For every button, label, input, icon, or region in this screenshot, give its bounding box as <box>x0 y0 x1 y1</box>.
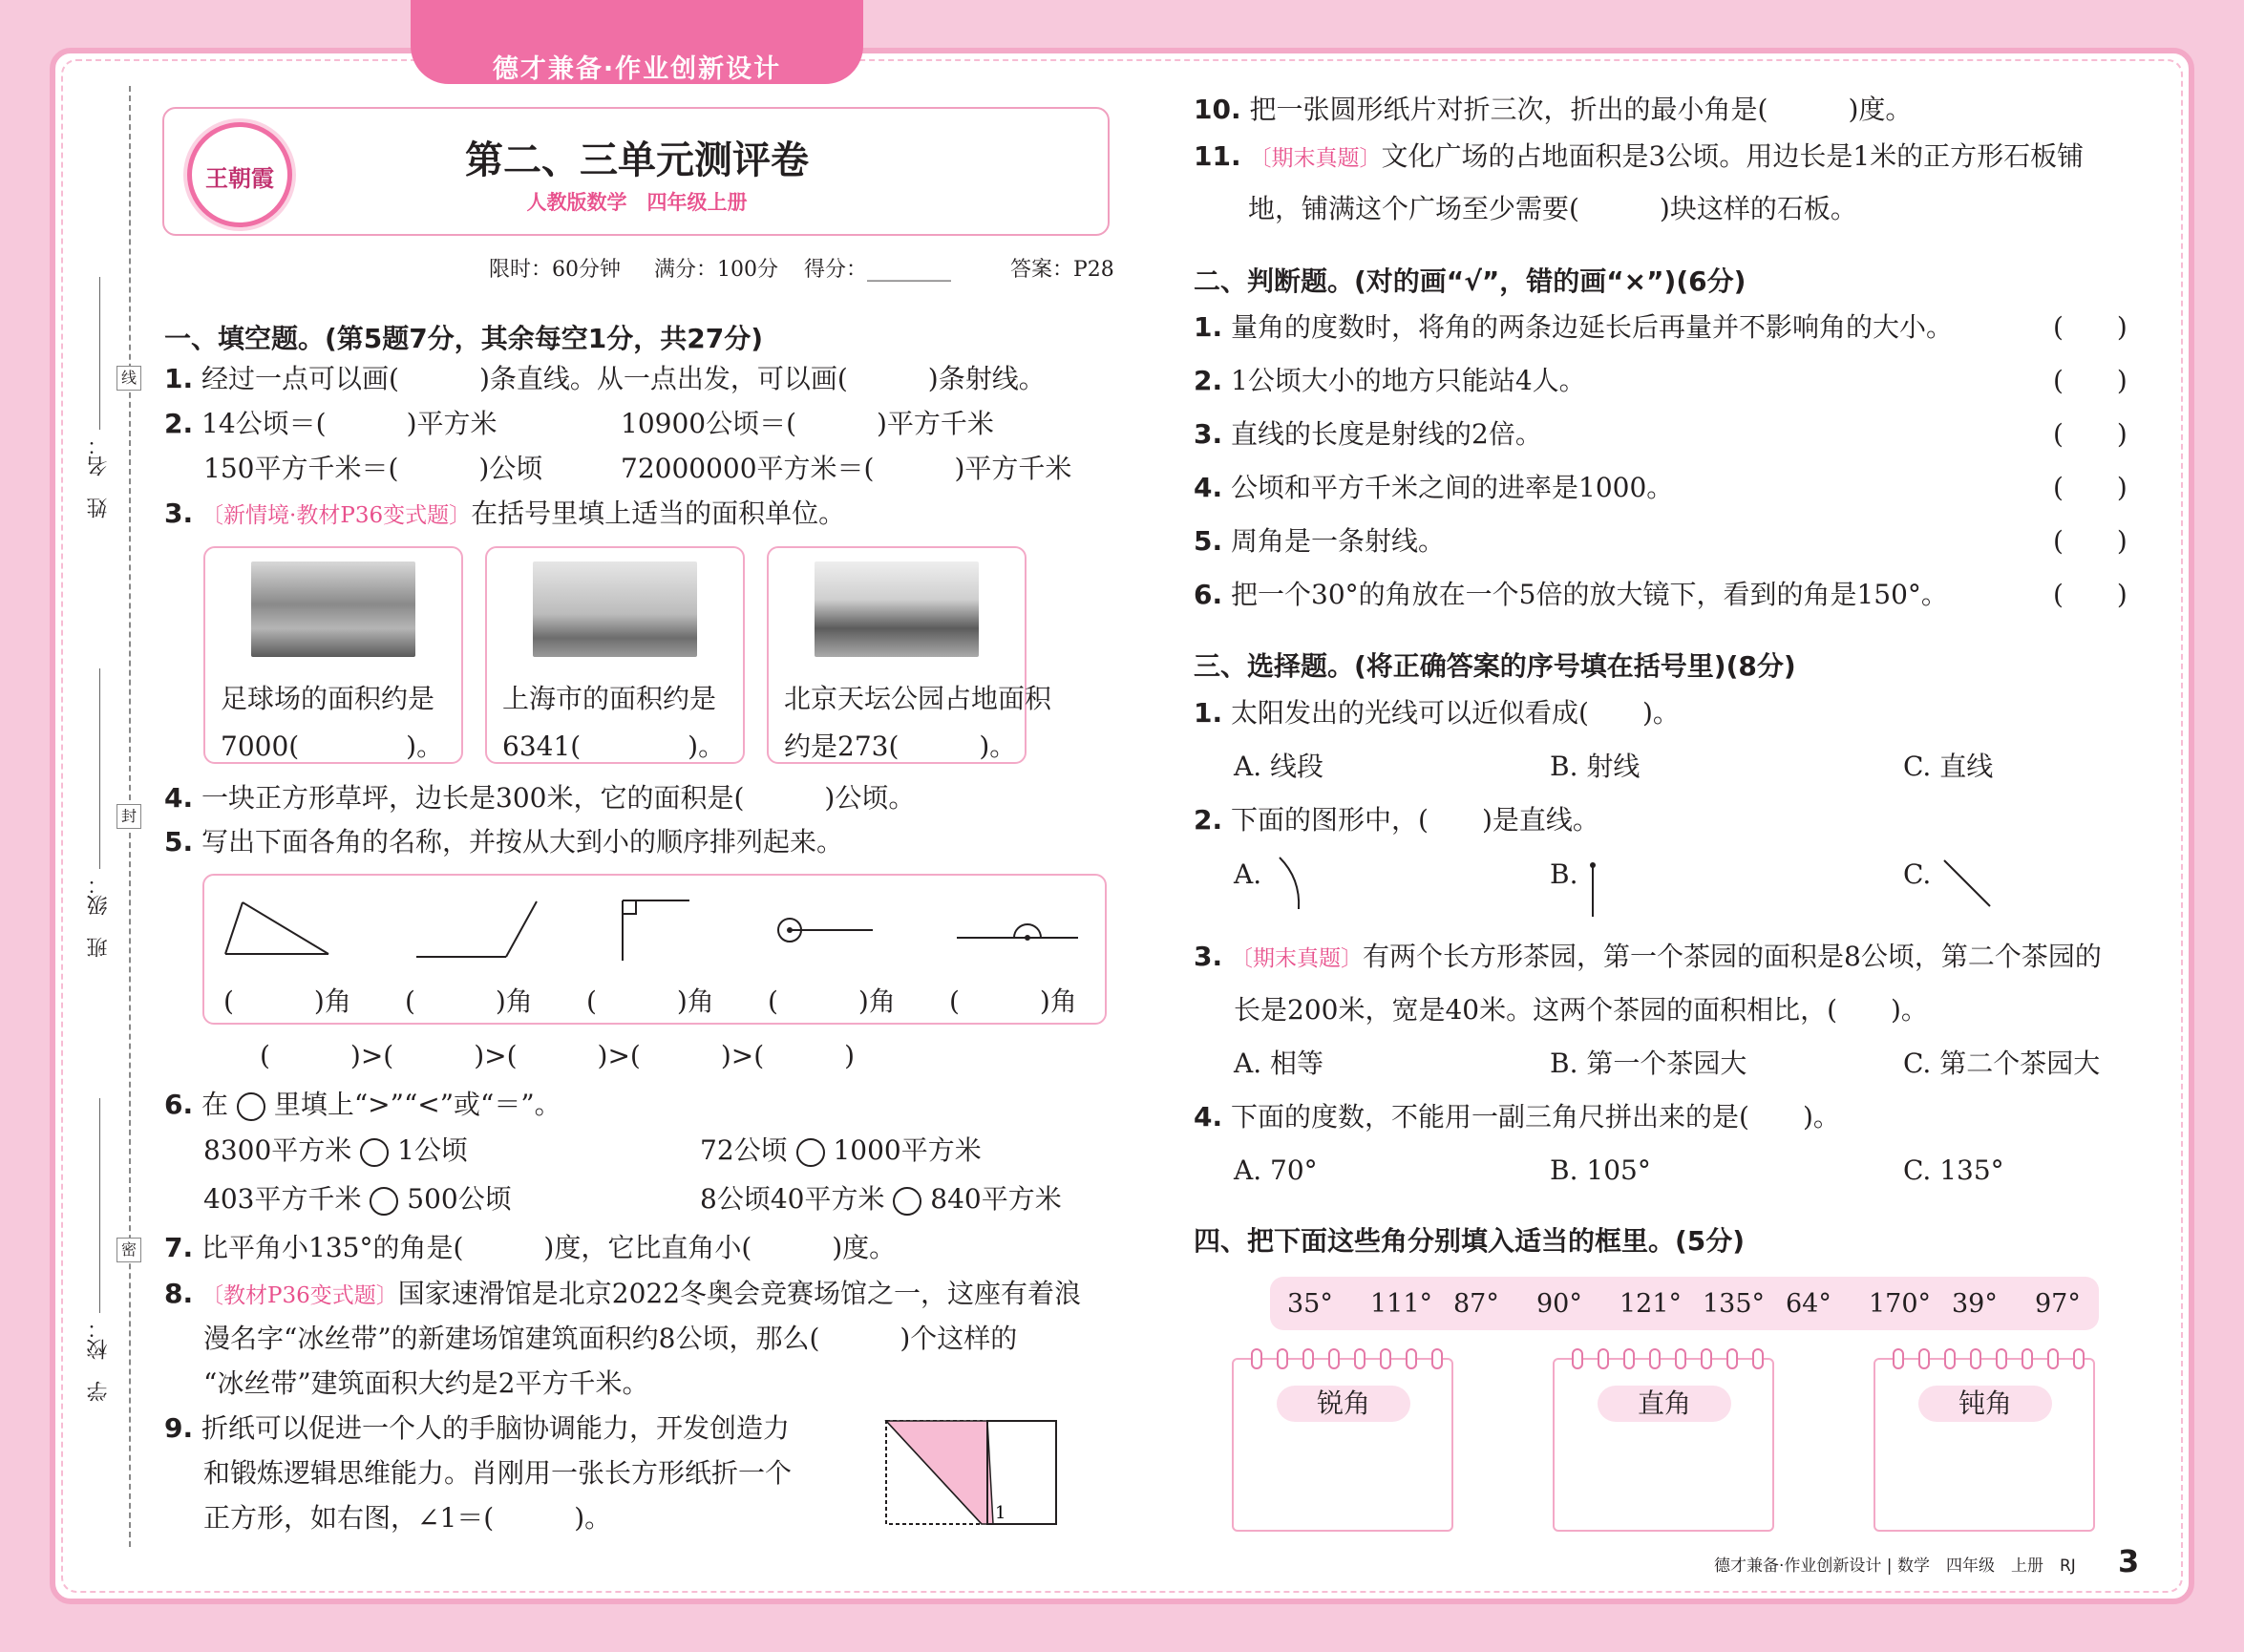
angle-value[interactable]: 121° <box>1619 1289 1683 1319</box>
judge-answer-bracket[interactable]: ( ) <box>2053 365 2128 396</box>
compare-circle-icon[interactable] <box>370 1187 398 1216</box>
choice-question-1: 1. 太阳发出的光线可以近似看成( )。 <box>1194 697 1680 729</box>
question-8: 8. 〔教材P36变式题〕国家速滑馆是北京2022冬奥会竞赛场馆之一，这座有着浪 <box>164 1278 1082 1309</box>
question-5: 5. 写出下面各角的名称，并按从大到小的顺序排列起来。 <box>164 826 844 858</box>
angle-answer-3[interactable]: ( )角 <box>586 985 714 1017</box>
question-9-line2: 和锻炼逻辑思维能力。肖刚用一张长方形纸折一个 <box>203 1457 793 1489</box>
temple-of-heaven-image <box>815 561 979 657</box>
notebook-acute[interactable] <box>1232 1358 1453 1532</box>
question-1: 1. 经过一点可以画( )条直线。从一点出发，可以画( )条射线。 <box>164 363 1046 394</box>
compare-item: 72公顷 1000平方米 <box>700 1134 982 1166</box>
question-8-line2: 漫名字“冰丝带”的新建场馆建筑面积约8公顷，那么( )个这样的 <box>203 1323 1018 1354</box>
compare-item: 8公顷40平方米 840平方米 <box>700 1183 1062 1215</box>
binder-ring-icon <box>1380 1348 1391 1369</box>
binder-ring-icon <box>1572 1348 1583 1369</box>
binder-ring-icon <box>1996 1348 2007 1369</box>
binder-ring-icon <box>1406 1348 1417 1369</box>
angle-1-label: 1 <box>995 1503 1006 1523</box>
choice-option[interactable]: A. 相等 <box>1234 1048 1324 1079</box>
choice-option[interactable]: C. <box>1903 858 1932 890</box>
card-text: 足球场的面积约是 <box>221 683 435 714</box>
angle-answer-2[interactable]: ( )角 <box>405 985 533 1017</box>
angle-answer-5[interactable]: ( )角 <box>949 985 1077 1017</box>
judge-answer-bracket[interactable]: ( ) <box>2053 579 2128 610</box>
school-underline <box>99 1098 100 1313</box>
judge-item: 4. 公顷和平方千米之间的进率是1000。 <box>1194 472 1674 503</box>
score-field[interactable]: 得分：________ <box>804 258 952 282</box>
folded-paper-figure <box>880 1413 1062 1530</box>
footer-text: 德才兼备·作业创新设计 | 数学 四年级 上册 RJ <box>1714 1557 2076 1576</box>
angle-value[interactable]: 135° <box>1703 1289 1766 1319</box>
photo-card-football <box>203 546 463 764</box>
school-label: 学 校： <box>87 1318 111 1402</box>
question-2c: 150平方千米＝( )公顷 <box>203 453 543 484</box>
angle-answer-4[interactable]: ( )角 <box>768 985 896 1017</box>
section-1-heading: 一、填空题。(第5题7分，其余每空1分，共27分) <box>164 323 764 354</box>
choice-question-4: 4. 下面的度数，不能用一副三角尺拼出来的是( )。 <box>1194 1101 1840 1133</box>
notebook-right[interactable] <box>1553 1358 1774 1532</box>
choice-option[interactable]: C. 第二个茶园大 <box>1903 1048 2101 1079</box>
binder-ring-icon <box>2047 1348 2059 1369</box>
binder-ring-icon <box>1944 1348 1956 1369</box>
class-underline <box>99 668 100 869</box>
choice-option[interactable]: B. 第一个茶园大 <box>1550 1048 1747 1079</box>
page-subtitle: 人教版数学 四年级上册 <box>526 191 748 214</box>
binding-mark: 密 <box>116 1238 141 1262</box>
binder-ring-icon <box>1598 1348 1609 1369</box>
choice-option[interactable]: A. <box>1234 858 1262 890</box>
choice-option[interactable]: B. 射线 <box>1550 751 1641 782</box>
ray-figure <box>1583 856 1602 922</box>
section-3-heading: 三、选择题。(将正确答案的序号填在括号里)(8分) <box>1194 650 1796 682</box>
choice-option[interactable]: A. 线段 <box>1234 751 1324 782</box>
choice-question-3: 3. 〔期末真题〕有两个长方形茶园，第一个茶园的面积是8公顷，第二个茶园的 <box>1194 941 2102 972</box>
binder-ring-icon <box>1701 1348 1712 1369</box>
choice-question-3-line2: 长是200米，宽是40米。这两个茶园的面积相比，( )。 <box>1234 994 1928 1026</box>
notebook-label: 直角 <box>1598 1386 1731 1422</box>
choice-option[interactable]: C. 135° <box>1903 1154 2004 1186</box>
header-tab: 德才兼备·作业创新设计 <box>411 0 863 84</box>
class-label: 班 级： <box>87 874 111 958</box>
name-label: 姓 名： <box>87 434 111 519</box>
question-11: 11. 〔期末真题〕文化广场的占地面积是3公顷。用边长是1米的正方形石板铺 <box>1194 140 2085 172</box>
section-2-heading: 二、判断题。(对的画“√”，错的画“×”)(6分) <box>1194 265 1747 297</box>
angle-value[interactable]: 35° <box>1287 1289 1333 1319</box>
binder-ring-icon <box>2073 1348 2085 1369</box>
judge-answer-bracket[interactable]: ( ) <box>2053 525 2128 557</box>
question-8-line3: “冰丝带”建筑面积大约是2平方千米。 <box>203 1367 649 1399</box>
binder-ring-icon <box>1277 1348 1288 1369</box>
binder-ring-icon <box>1302 1348 1314 1369</box>
binder-ring-icon <box>1970 1348 1981 1369</box>
compare-item: 8300平方米 1公顷 <box>203 1134 468 1166</box>
judge-item: 6. 把一个30°的角放在一个5倍的放大镜下，看到的角是150°。 <box>1194 579 1948 610</box>
compare-circle-icon[interactable] <box>360 1138 389 1167</box>
angle-value[interactable]: 97° <box>2035 1289 2081 1319</box>
choice-question-2: 2. 下面的图形中，( )是直线。 <box>1194 804 1599 836</box>
curve-figure <box>1260 850 1308 917</box>
section-4-heading: 四、把下面这些角分别填入适当的框里。(5分) <box>1194 1225 1746 1257</box>
answer-ref: 答案：P28 <box>1010 258 1114 282</box>
angle-order[interactable]: ( )>( )>( )>( )>( ) <box>260 1040 856 1071</box>
full-score: 满分：100分 <box>654 258 778 282</box>
binder-ring-icon <box>1328 1348 1340 1369</box>
compare-item: 403平方千米 500公顷 <box>203 1183 512 1215</box>
photo-card-shanghai <box>485 546 745 764</box>
card-text: 北京天坛公园占地面积 <box>784 683 1052 714</box>
choice-option[interactable]: B. 105° <box>1550 1154 1651 1186</box>
time-limit: 限时：60分钟 <box>489 258 621 282</box>
line-figure <box>1938 855 1996 912</box>
card-text: 6341( )。 <box>502 731 726 762</box>
judge-item: 2. 1公顷大小的地方只能站4人。 <box>1194 365 1586 396</box>
angle-value[interactable]: 111° <box>1370 1289 1433 1319</box>
angles-box <box>202 874 1107 1025</box>
compare-circle-icon[interactable] <box>796 1138 825 1167</box>
stadium-image <box>251 561 415 657</box>
photo-card-temple <box>767 546 1052 764</box>
judge-answer-bracket[interactable]: ( ) <box>2053 311 2128 343</box>
angle-value[interactable]: 170° <box>1869 1289 1932 1319</box>
card-text: 约是273( )。 <box>784 731 1017 762</box>
binder-ring-icon <box>1649 1348 1661 1369</box>
question-4: 4. 一块正方形草坪，边长是300米，它的面积是( )公顷。 <box>164 782 916 814</box>
angle-figures <box>204 876 1109 971</box>
binder-ring-icon <box>1752 1348 1764 1369</box>
judge-item: 5. 周角是一条射线。 <box>1194 525 1446 557</box>
page-title: 第二、三单元测评卷 <box>465 138 809 182</box>
question-7: 7. 比平角小135°的角是( )度，它比直角小( )度。 <box>164 1232 897 1263</box>
binder-ring-icon <box>1354 1348 1365 1369</box>
name-underline <box>99 277 100 430</box>
compare-circle-icon[interactable] <box>893 1187 921 1216</box>
judge-item: 1. 量角的度数时，将角的两条边延长后再量并不影响角的大小。 <box>1194 311 1954 343</box>
question-2b: 10900公顷＝( )平方千米 <box>621 408 994 439</box>
question-10: 10. 把一张圆形纸片对折三次，折出的最小角是( )度。 <box>1194 94 1913 125</box>
angle-value[interactable]: 39° <box>1952 1289 1998 1319</box>
binding-mark: 线 <box>116 366 141 391</box>
binder-ring-icon <box>1893 1348 1904 1369</box>
notebook-label: 钝角 <box>1918 1386 2052 1422</box>
judge-item: 3. 直线的长度是射线的2倍。 <box>1194 418 1542 450</box>
angle-value[interactable]: 64° <box>1786 1289 1831 1319</box>
question-3: 3. 〔新情境·教材P36变式题〕在括号里填上适当的面积单位。 <box>164 498 846 529</box>
page-number: 3 <box>2118 1543 2140 1579</box>
choice-option[interactable]: C. 直线 <box>1903 751 1994 782</box>
question-6: 6. 在 里填上“>”“<”或“＝”。 <box>164 1089 561 1120</box>
notebook-obtuse[interactable] <box>1874 1358 2095 1532</box>
notebook-label: 锐角 <box>1277 1386 1410 1422</box>
judge-answer-bracket[interactable]: ( ) <box>2053 418 2128 450</box>
question-2d: 72000000平方米＝( )平方千米 <box>621 453 1072 484</box>
skyline-image <box>533 561 697 657</box>
logo-text: 王朝霞 <box>205 164 274 192</box>
choice-option[interactable]: B. <box>1550 858 1578 890</box>
question-11-line2: 地，铺满这个广场至少需要( )块这样的石板。 <box>1248 193 1857 224</box>
angle-value[interactable]: 90° <box>1536 1289 1582 1319</box>
title-box <box>162 107 1110 236</box>
binder-ring-icon <box>2022 1348 2033 1369</box>
compare-circle-icon <box>237 1092 265 1121</box>
card-text: 上海市的面积约是 <box>502 683 717 714</box>
binder-ring-icon <box>1251 1348 1262 1369</box>
question-9: 9. 折纸可以促进一个人的手脑协调能力，开发创造力 <box>164 1412 791 1444</box>
angle-answer-1[interactable]: ( )角 <box>223 985 351 1017</box>
choice-option[interactable]: A. 70° <box>1234 1154 1318 1186</box>
binding-mark: 封 <box>116 804 141 829</box>
card-text: 7000( )。 <box>221 731 444 762</box>
question-9-line3: 正方形，如右图，∠1＝( )。 <box>203 1502 612 1534</box>
binder-ring-icon <box>1726 1348 1738 1369</box>
binder-ring-icon <box>1918 1348 1930 1369</box>
binder-ring-icon <box>1431 1348 1443 1369</box>
judge-answer-bracket[interactable]: ( ) <box>2053 472 2128 503</box>
angle-value[interactable]: 87° <box>1453 1289 1499 1319</box>
binder-ring-icon <box>1623 1348 1635 1369</box>
question-2a: 2. 14公顷＝( )平方米 <box>164 408 497 439</box>
binder-ring-icon <box>1675 1348 1686 1369</box>
